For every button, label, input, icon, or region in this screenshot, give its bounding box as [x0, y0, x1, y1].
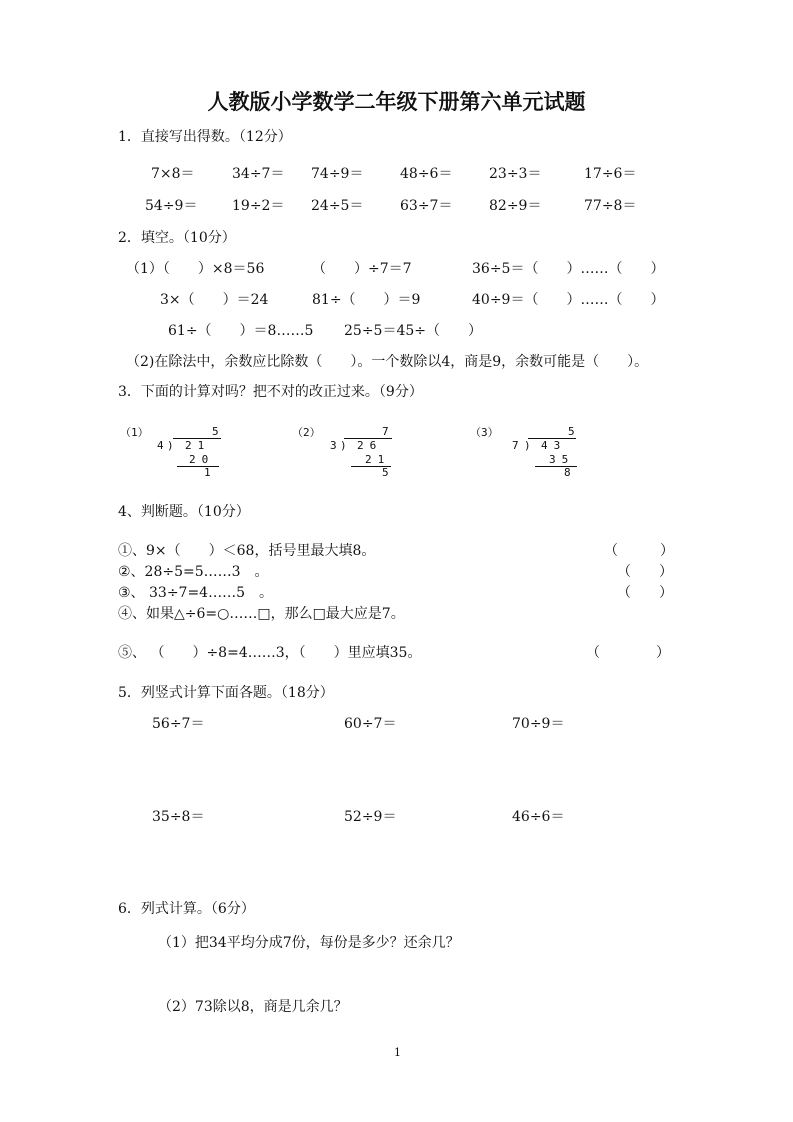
product: 21: [365, 453, 391, 466]
fill-blank: 61÷（ ）＝8……5: [168, 323, 314, 339]
problem-label: （2）: [292, 426, 321, 439]
section-4-heading: 4、判断题。（10分）: [118, 504, 250, 520]
vertical-calc-expr: 46÷6＝: [512, 809, 565, 825]
quotient: 5: [568, 425, 575, 438]
fill-blank: 40÷9＝（ ）……（ ）: [472, 292, 665, 308]
judge-item: ①、9×（ ）＜68，括号里最大填8。: [118, 543, 376, 559]
quotient: 5: [212, 425, 219, 438]
dividend: 43: [541, 439, 567, 452]
word-problem-1: （1）把34平均分成7份，每份是多少？还余几？: [158, 935, 460, 951]
judge-answer-paren: （ ）: [617, 564, 673, 580]
remainder: 8: [564, 466, 571, 479]
s1-expr: 74÷9＝: [311, 166, 364, 182]
bracket-glyph: ): [167, 439, 174, 452]
section-1-heading: 1．直接写出得数。（12分）: [118, 129, 292, 145]
fill-blank: 3×（ ）＝24: [160, 292, 269, 308]
s1-expr: 34÷7＝: [232, 166, 285, 182]
quotient: 7: [382, 425, 389, 438]
s1-expr: 54÷9＝: [145, 198, 198, 214]
s1-expr: 48÷6＝: [400, 166, 453, 182]
subtraction-bar: [177, 466, 219, 467]
word-problem-2: （2）73除以8，商是几余几？: [158, 999, 348, 1015]
dividend: 26: [357, 439, 383, 452]
page-number: 1: [394, 1046, 401, 1059]
remainder: 5: [382, 466, 389, 479]
section-3-heading: 3．下面的计算对吗？把不对的改正过来。（9分）: [118, 384, 423, 400]
dividend: 21: [185, 439, 211, 452]
s1-expr: 23÷3＝: [489, 166, 542, 182]
page-title: 人教版小学数学二年级下册第六单元试题: [207, 89, 586, 114]
judge-answer-paren: （ ）: [604, 543, 674, 559]
divisor: 4: [157, 439, 164, 452]
bracket-glyph: ): [340, 439, 347, 452]
problem-label: （1）: [120, 426, 149, 439]
vertical-calc-expr: 60÷7＝: [344, 716, 397, 732]
s1-expr: 17÷6＝: [584, 166, 637, 182]
fill-blank: （ ）÷7＝7: [312, 261, 412, 277]
fill-blank: 81÷（ ）＝9: [312, 292, 421, 308]
bracket-glyph: ): [524, 439, 531, 452]
judge-answer-paren: （ ）: [586, 645, 670, 661]
judge-answer-paren: （ ）: [617, 585, 673, 601]
vertical-calc-expr: 56÷7＝: [152, 716, 205, 732]
s1-expr: 19÷2＝: [232, 198, 285, 214]
s1-expr: 24÷5＝: [311, 198, 364, 214]
subtraction-bar: [535, 466, 577, 467]
judge-item: ④、如果△÷6=○……□，那么□最大应是7。: [118, 606, 405, 622]
vertical-calc-expr: 70÷9＝: [512, 716, 565, 732]
problem-label: （3）: [470, 426, 499, 439]
s1-expr: 63÷7＝: [400, 198, 453, 214]
divisor: 7: [512, 439, 519, 452]
section-6-heading: 6．列式计算。（6分）: [118, 901, 255, 917]
section-5-heading: 5．列竖式计算下面各题。（18分）: [118, 685, 334, 701]
remainder: 1: [204, 466, 211, 479]
fill-blank-q2: （2)在除法中，余数应比除数（ ）。一个数除以4，商是9，余数可能是（ ）。: [126, 354, 649, 370]
section-2-heading: 2．填空。（10分）: [118, 230, 236, 246]
product: 20: [189, 453, 215, 466]
divisor: 3: [330, 439, 337, 452]
s1-expr: 77÷8＝: [584, 198, 637, 214]
product: 35: [549, 453, 575, 466]
fill-blank: 36÷5＝（ ）……（ ）: [472, 261, 665, 277]
fill-blank: 25÷5＝45÷（ ）: [344, 323, 482, 339]
judge-item: ⑤、 （ ）÷8=4……3，（ ）里应填35。: [118, 645, 422, 661]
s1-expr: 7×8＝: [151, 166, 195, 182]
judge-item: ②、28÷5=5……3 。: [118, 564, 269, 580]
fill-blank: （1）（ ）×8＝56: [126, 261, 265, 277]
vertical-calc-expr: 35÷8＝: [152, 809, 205, 825]
judge-item: ③、 33÷7=4……5 。: [118, 585, 273, 601]
s1-expr: 82÷9＝: [489, 198, 542, 214]
vertical-calc-expr: 52÷9＝: [344, 809, 397, 825]
